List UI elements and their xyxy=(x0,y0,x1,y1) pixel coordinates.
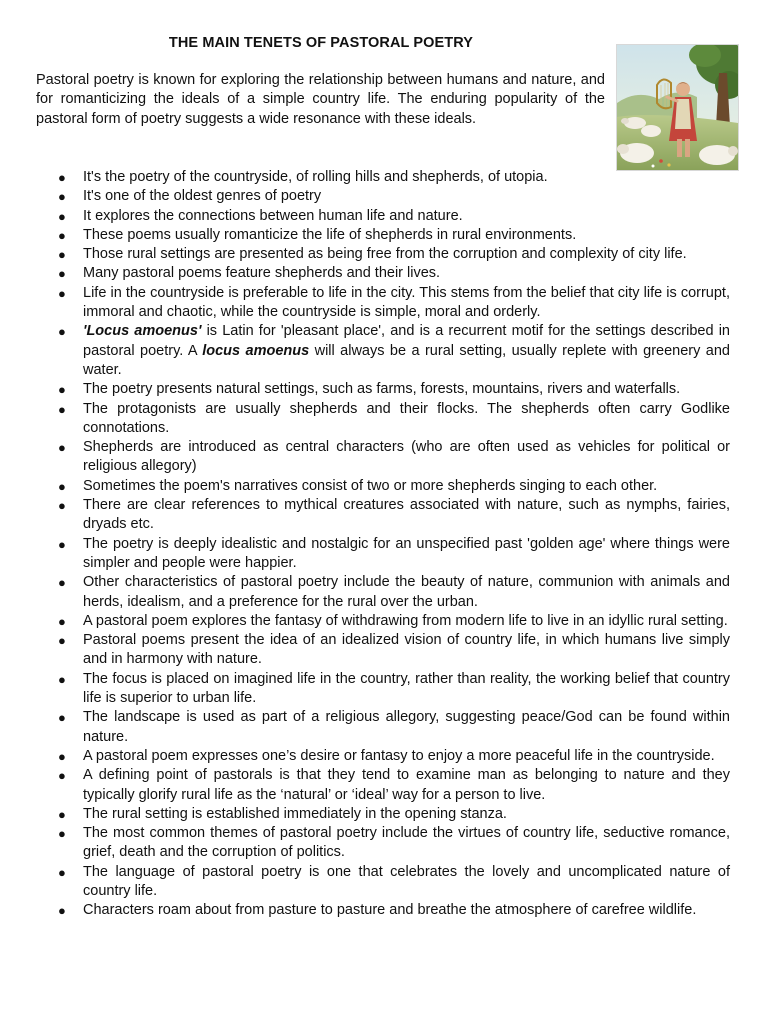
bullet-icon: ● xyxy=(58,170,66,185)
list-item: ● A pastoral poem expresses one’s desire or fantasy to enjoy a more peaceful life in the countryside. xyxy=(56,747,730,766)
page-title: THE MAIN TENETS OF PASTORAL POETRY xyxy=(168,35,474,51)
bullet-icon: ● xyxy=(58,478,66,494)
list-item: ● It's the poetry of the countryside, of rolling hills and shepherds, of utopia. xyxy=(56,168,730,187)
list-item: ● The language of pastoral poetry is one that celebrates the lovely and uncomplicated nature of country life. xyxy=(58,863,730,899)
bullet-icon: ● xyxy=(58,613,66,629)
list-item: ● Those rural settings are presented as being free from the corruption and complexity of city life. xyxy=(56,245,730,264)
bullet-icon: ● xyxy=(58,401,66,417)
list-item: ● It's one of the oldest genres of poetry xyxy=(56,187,730,206)
list-item: ● The rural setting is established immediately in the opening stanza. xyxy=(56,805,730,824)
bullet-icon: ● xyxy=(58,575,66,591)
list-item: ● The landscape is used as part of a religious allegory, suggesting peace/God can be found within nature. xyxy=(58,709,730,745)
term-locus-amoenus: 'Locus amoenus' xyxy=(83,323,202,340)
list-item: ● Other characteristics of pastoral poetry include the beauty of nature, communion with animals and herds, idealism, and a preference for the rural over the urban. xyxy=(58,574,730,610)
bullet-icon: ● xyxy=(58,247,66,263)
list-item: ● The protagonists are usually shepherds and their flocks. The shepherds often carry Godlike connotations. xyxy=(58,400,730,436)
list-item: ● These poems usually romanticize the life of shepherds in rural environments. xyxy=(56,226,730,245)
shepherd-with-sheep-illustration xyxy=(617,45,738,170)
bullet-icon: ● xyxy=(58,826,66,842)
bullet-icon: ● xyxy=(58,266,66,282)
bullet-icon: ● xyxy=(58,633,66,649)
list-item: ● Life in the countryside is preferable to life in the city. This stems from the belief that city life is corrupt, immoral and chaotic, while the countryside is simple, moral and orderly. xyxy=(58,284,730,321)
bullet-icon: ● xyxy=(58,536,66,552)
bullet-icon: ● xyxy=(58,671,66,687)
list-item: ● The most common themes of pastoral poetry include the virtues of country life, seductive romance, grief, death and the corruption of politics. xyxy=(58,825,730,861)
bullet-icon: ● xyxy=(58,768,66,784)
bullet-icon: ● xyxy=(58,806,66,822)
list-item: ● A pastoral poem explores the fantasy of withdrawing from modern life to live in an idyllic rural setting. xyxy=(56,612,730,631)
list-item: ● A defining point of pastorals is that they tend to examine man as belonging to nature and they typically glorify rural life as the ‘natural’ or ‘ideal’ way for a person to live. xyxy=(58,767,730,803)
bullet-icon: ● xyxy=(58,208,66,224)
bullet-icon: ● xyxy=(58,227,66,243)
bullet-icon: ● xyxy=(58,285,66,301)
bullet-icon: ● xyxy=(58,748,66,764)
bullet-icon: ● xyxy=(58,903,66,919)
intro-paragraph: Pastoral poetry is known for exploring the relationship between humans and nature, and for romanticizing the ideals of a simple country life. The enduring popularity of the pastoral form of poetry suggests a wide resonance with these ideals. xyxy=(36,72,605,127)
list-item: ● Sometimes the poem's narratives consist of two or more shepherds singing to each other. xyxy=(56,477,730,496)
list-item: ● There are clear references to mythical creatures associated with nature, such as nymphs, fairies, dryads etc. xyxy=(58,497,730,533)
list-item: ● The poetry presents natural settings, such as farms, forests, mountains, rivers and waterfalls. xyxy=(56,380,730,399)
list-item: ● Pastoral poems present the idea of an idealized vision of country life, in which humans live simply and in harmony with nature. xyxy=(58,632,730,668)
list-item: ● It explores the connections between human life and nature. xyxy=(56,207,730,226)
bullet-icon: ● xyxy=(58,382,66,398)
bullet-icon: ● xyxy=(58,324,66,340)
bullet-icon: ● xyxy=(58,440,66,456)
list-item-locus-amoenus: ● 'Locus amoenus' is Latin for 'pleasant place', and is a recurrent motif for the settings described in pastoral poetry. A locus amoenus will always be a rural setting, usually replete with greenery and water. xyxy=(58,323,730,378)
list-item: ● The poetry is deeply idealistic and nostalgic for an unspecified past 'golden age' where things were simpler and people were happier. xyxy=(58,535,730,571)
tenets-list xyxy=(56,168,730,921)
bullet-icon: ● xyxy=(58,498,66,514)
bullet-icon: ● xyxy=(58,189,66,205)
list-item: ● The focus is placed on imagined life in the country, rather than reality, the working belief that country life is superior to urban life. xyxy=(58,670,730,707)
list-item: ● Shepherds are introduced as central characters (who are often used as vehicles for political or religious allegory) xyxy=(58,439,730,475)
term-locus-amoenus-inline: locus amoenus xyxy=(202,342,310,359)
list-item: ● Many pastoral poems feature shepherds and their lives. xyxy=(56,264,730,283)
bullet-icon: ● xyxy=(58,710,66,726)
list-item: ● Characters roam about from pasture to pasture and breathe the atmosphere of carefree wildlife. xyxy=(56,901,730,920)
bullet-icon: ● xyxy=(58,864,66,880)
shepherd-illustration xyxy=(616,44,739,171)
